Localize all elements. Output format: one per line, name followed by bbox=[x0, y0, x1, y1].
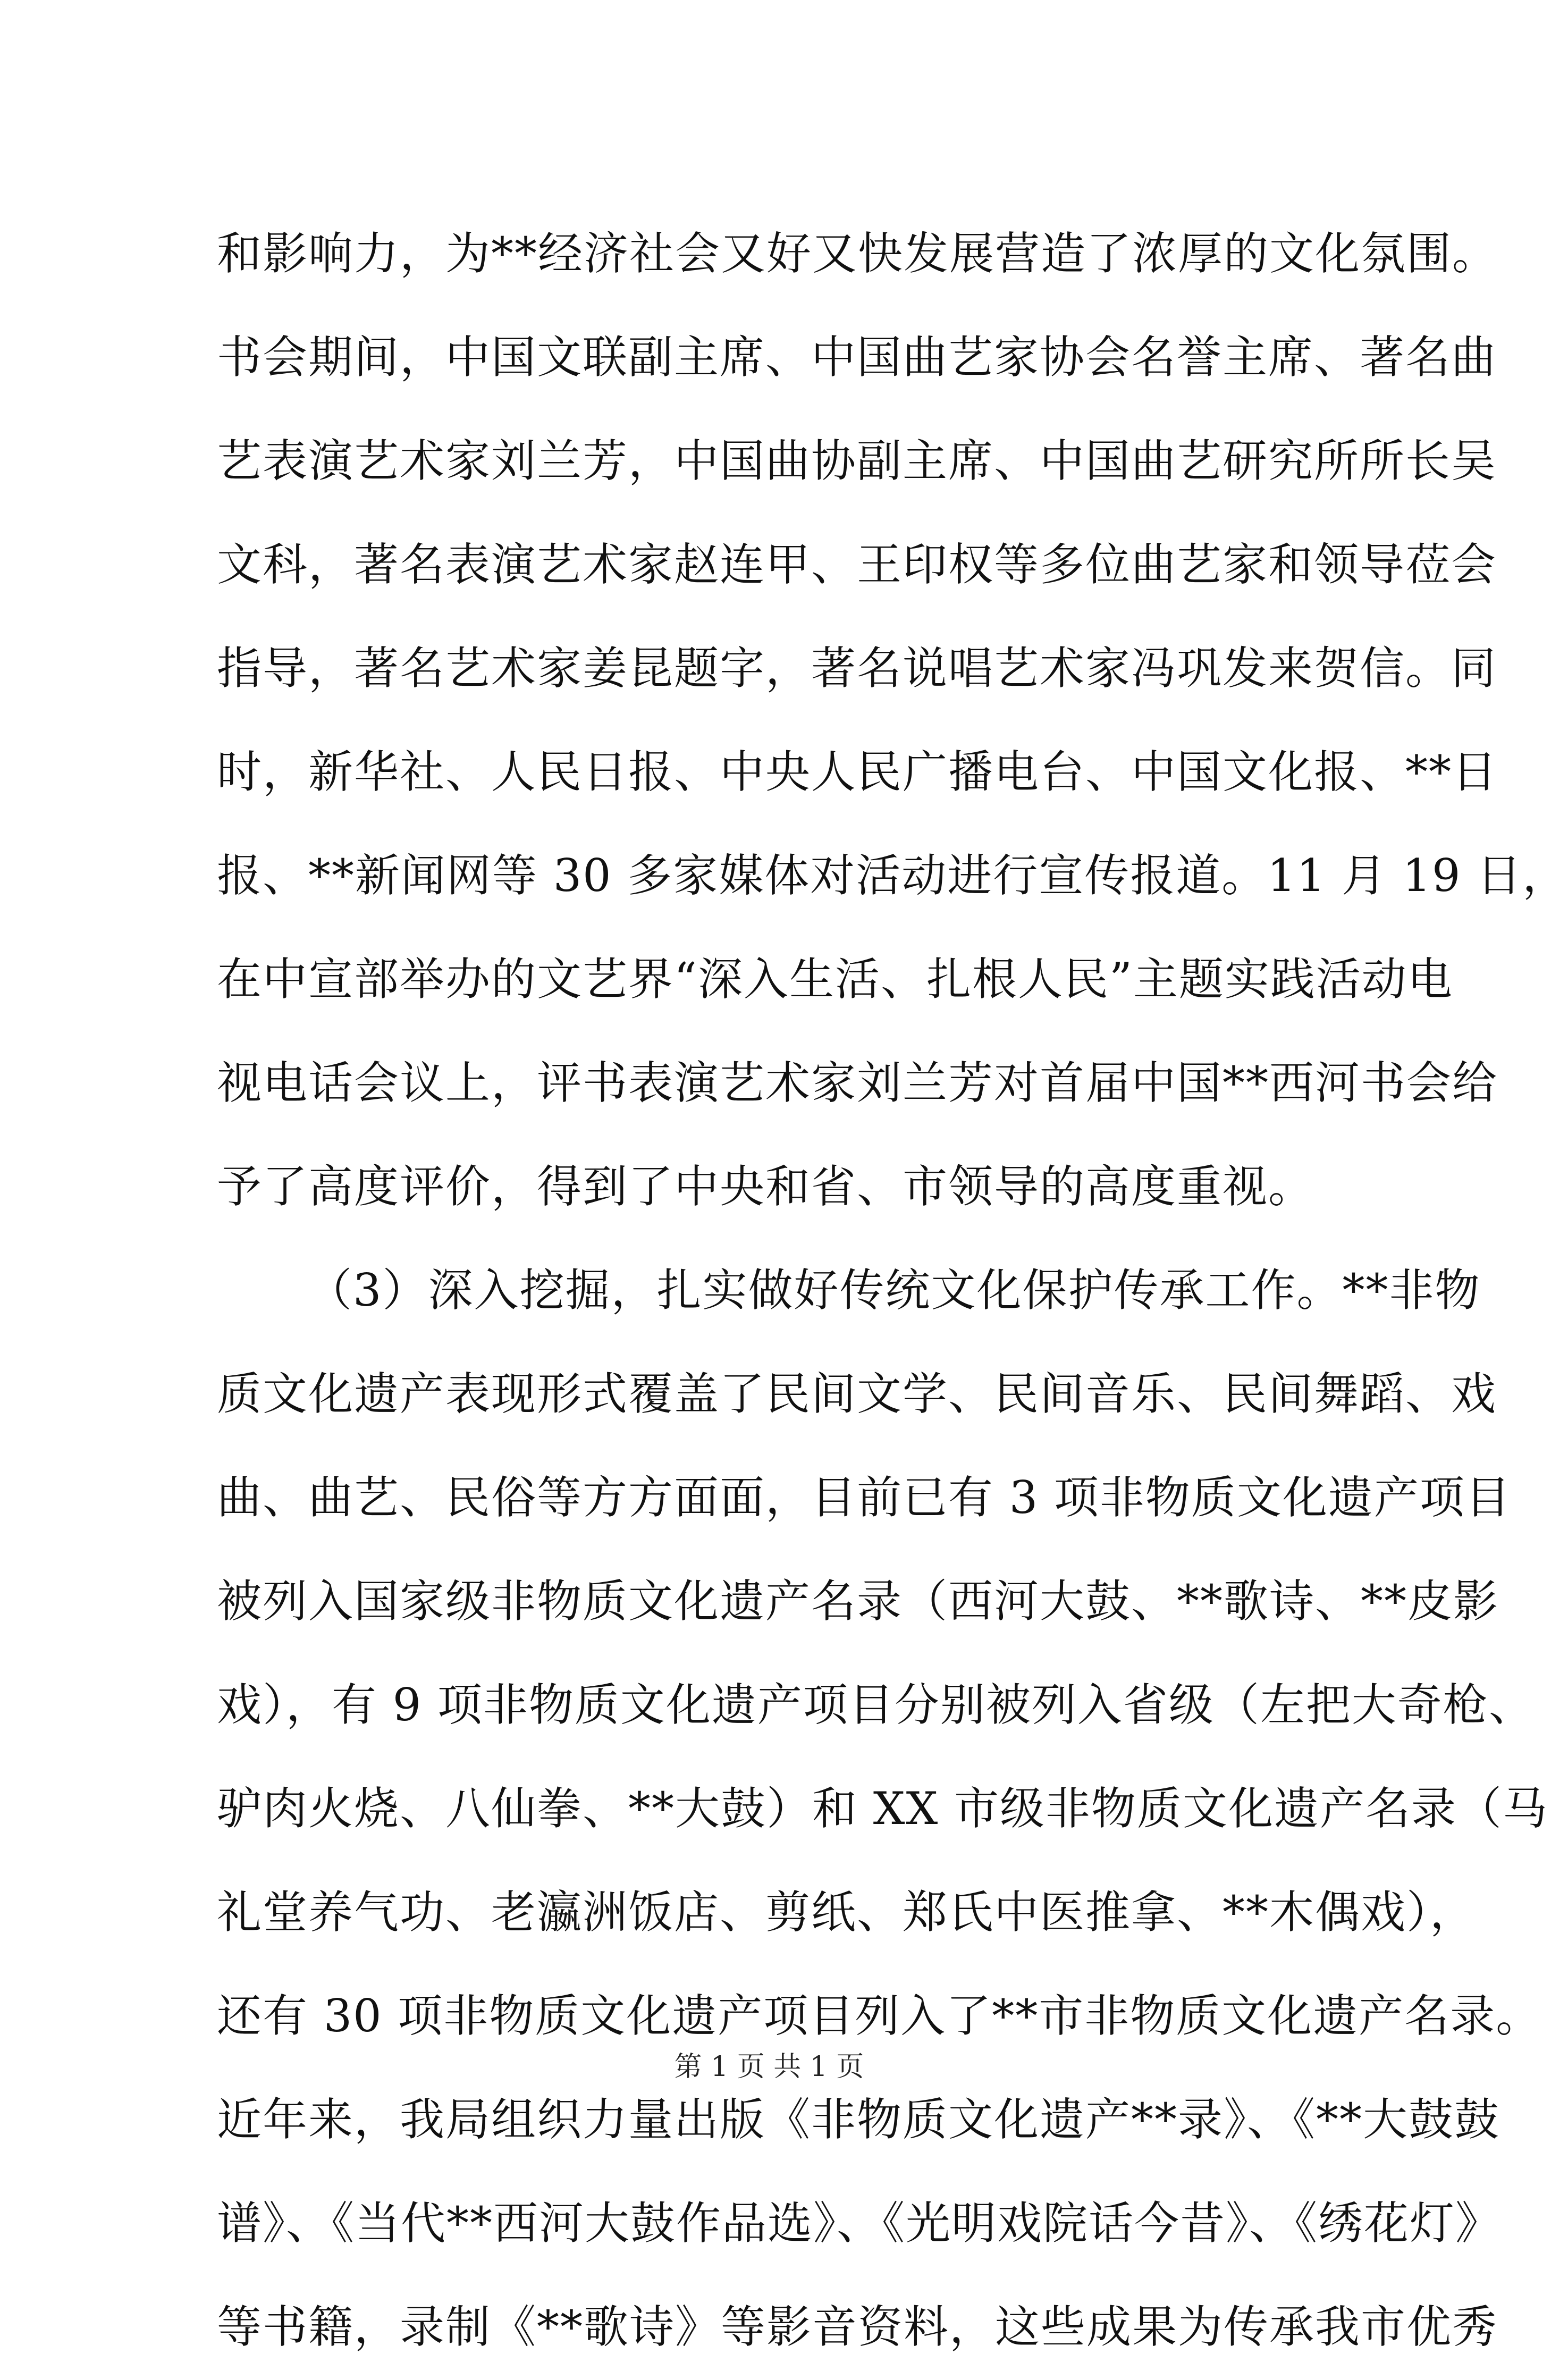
text-line: 视电话会议上，评书表演艺术家刘兰芳对首届中国**西河书会给 bbox=[217, 1057, 1498, 1109]
text-line: 书会期间，中国文联副主席、中国曲艺家协会名誉主席、著名曲 bbox=[217, 331, 1497, 383]
text-line: （3）深入挖掘，扎实做好传统文化保护传承工作。**非物 bbox=[307, 1264, 1481, 1316]
text-line: 指导，著名艺术家姜昆题字，著名说唱艺术家冯巩发来贺信。同 bbox=[217, 642, 1497, 694]
text-line: 礼堂养气功、老瀛洲饭店、剪纸、郑氏中医推拿、**木偶戏）， bbox=[217, 1886, 1476, 1938]
text-line: 时，新华社、人民日报、中央人民广播电台、中国文化报、**日 bbox=[217, 746, 1498, 798]
text-line: 谱》、《当代**西河大鼓作品选》、《光明戏院话今昔》、《绣花灯》 bbox=[217, 2197, 1502, 2249]
text-line: 在中宣部举办的文艺界“深入生活、扎根人民”主题实践活动电 bbox=[217, 953, 1453, 1005]
text-line: 艺表演艺术家刘兰芳，中国曲协副主席、中国曲艺研究所所长吴 bbox=[217, 435, 1497, 487]
text-line: 和影响力，为**经济社会又好又快发展营造了浓厚的文化氛围。 bbox=[217, 228, 1498, 280]
text-line: 被列入国家级非物质文化遗产名录（西河大鼓、**歌诗、**皮影 bbox=[217, 1575, 1499, 1627]
text-line: 驴肉火烧、八仙拳、**大鼓）和 XX 市级非物质文化遗产名录（马 bbox=[217, 1783, 1549, 1835]
text-line: 等书籍，录制《**歌诗》等影音资料，这些成果为传承我市优秀 bbox=[217, 2301, 1498, 2353]
page-footer: 第 1 页 共 1 页 bbox=[674, 2051, 864, 2083]
text-line: 戏），有 9 项非物质文化遗产项目分别被列入省级（左把大奇枪、 bbox=[217, 1679, 1535, 1731]
text-line: 近年来，我局组织力量出版《非物质文化遗产**录》、《**大鼓鼓 bbox=[217, 2094, 1500, 2146]
text-line: 曲、曲艺、民俗等方方面面，目前已有 3 项非物质文化遗产项目 bbox=[217, 1472, 1511, 1524]
text-line: 予了高度评价，得到了中央和省、市领导的高度重视。 bbox=[217, 1161, 1314, 1213]
text-line: 文科，著名表演艺术家赵连甲、王印权等多位曲艺家和领导莅会 bbox=[217, 539, 1497, 591]
text-line: 质文化遗产表现形式覆盖了民间文学、民间音乐、民间舞蹈、戏 bbox=[217, 1368, 1497, 1420]
text-line: 报、**新闻网等 30 多家媒体对活动进行宣传报道。11 月 19 日， bbox=[217, 850, 1568, 902]
text-line: 还有 30 项非物质文化遗产项目列入了**市非物质文化遗产名录。 bbox=[217, 1990, 1542, 2042]
